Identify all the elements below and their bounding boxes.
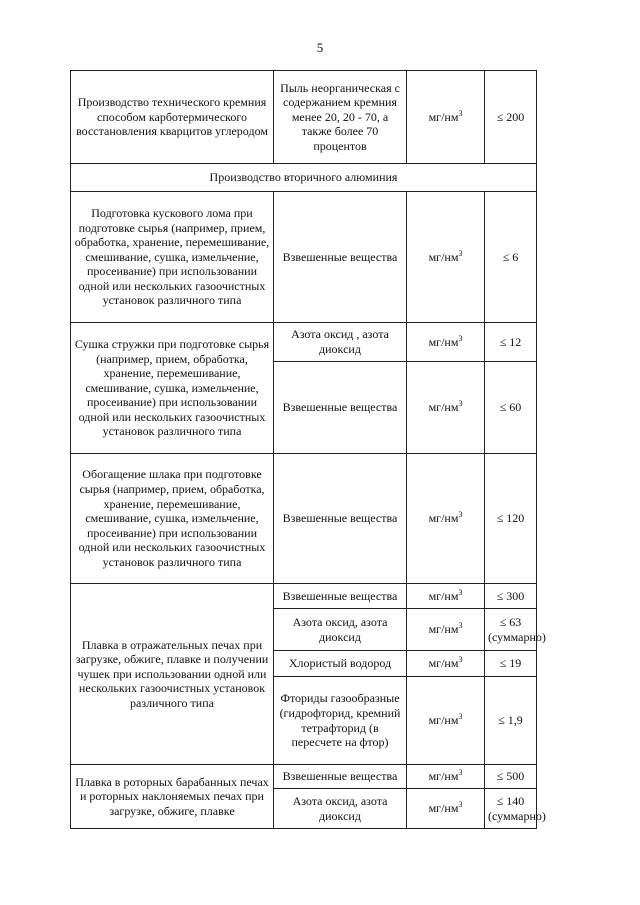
substance-cell: Взвешенные вещества: [274, 584, 407, 609]
process-cell: Плавка в отражательных печах при загрузке, обжиге, плавке и получении чушек при использовании одной или нескольких газоочистных установок различного типа: [71, 584, 274, 765]
unit-cell: $мг/нм^3$: [407, 584, 485, 609]
substance-cell: Взвешенные вещества: [274, 192, 407, 323]
process-cell: Плавка в роторных барабанных печах и роторных наклоняемых печах при загрузке, обжиге, плавке: [71, 765, 274, 829]
process-cell: Производство технического кремния способом карботермического восстановления кварцитов углеродом: [71, 71, 274, 164]
limit-value-cell: ≤ 120: [485, 454, 537, 584]
unit-cell: $мг/нм^3$: [407, 192, 485, 323]
unit-cell: $мг/нм^3$: [407, 71, 485, 164]
process-cell: Сушка стружки при подготовке сырья (например, прием, обработка, хранение, перемешивание, смешивание, сушка, измельчение, просеивание) при использовании одной или нескольких газоочистных установок различного типа: [71, 323, 274, 454]
substance-cell: Азота оксид , азота диоксид: [274, 323, 407, 362]
table-row: [71, 192, 537, 323]
limit-value-cell: ≤ 200: [485, 71, 537, 164]
unit-cell: $мг/нм^3$: [407, 323, 485, 362]
unit-cell: $мг/нм^3$: [407, 677, 485, 765]
limit-value-cell: ≤ 140 (суммарно): [485, 789, 537, 829]
substance-cell: Взвешенные вещества: [274, 362, 407, 454]
limit-value-cell: ≤ 12: [485, 323, 537, 362]
substance-cell: Взвешенные вещества: [274, 454, 407, 584]
table-row: [71, 765, 537, 789]
emissions-table: [70, 70, 546, 829]
process-cell: Подготовка кускового лома при подготовке сырья (например, прием, обработка, хранение, перемешивание, смешивание, сушка, измельчение, просеивание) при использовании одной или нескольких газоочистных установок различного типа: [71, 192, 274, 323]
substance-cell: Взвешенные вещества: [274, 765, 407, 789]
unit-cell: $мг/нм^3$: [407, 609, 485, 651]
unit-cell: $мг/нм^3$: [407, 362, 485, 454]
substance-cell: Азота оксид, азота диоксид: [274, 609, 407, 651]
limit-value-cell: ≤ 1,9: [485, 677, 537, 765]
process-cell: Обогащение шлака при подготовке сырья (например, прием, обработка, хранение, перемешивание, смешивание, сушка, измельчение, просеивание) при использовании одной или нескольких газоочистных установок различного типа: [71, 454, 274, 584]
unit-cell: $мг/нм^3$: [407, 651, 485, 677]
limit-value-cell: ≤ 19: [485, 651, 537, 677]
section-title: Производство вторичного алюминия: [71, 164, 537, 192]
table-row: [71, 323, 537, 362]
table-row: [71, 584, 537, 609]
page-number: 5: [316, 40, 324, 55]
substance-cell: Пыль неорганическая с содержанием кремния менее 20, 20 - 70, а также более 70 процентов: [274, 71, 407, 164]
limit-value-cell: ≤ 6: [485, 192, 537, 323]
section-row: [71, 164, 537, 192]
unit-cell: $мг/нм^3$: [407, 789, 485, 829]
limit-value-cell: ≤ 63 (суммарно): [485, 609, 537, 651]
substance-cell: Хлористый водород: [274, 651, 407, 677]
limit-value-cell: ≤ 300: [485, 584, 537, 609]
unit-cell: $мг/нм^3$: [407, 454, 485, 584]
substance-cell: Азота оксид, азота диоксид: [274, 789, 407, 829]
substance-cell: Фториды газообразные (гидрофторид, кремний тетрафторид (в пересчете на фтор): [274, 677, 407, 765]
unit-cell: $мг/нм^3$: [407, 765, 485, 789]
limit-value-cell: ≤ 60: [485, 362, 537, 454]
table-row: [71, 454, 537, 584]
table-row: [71, 71, 537, 164]
limit-value-cell: ≤ 500: [485, 765, 537, 789]
